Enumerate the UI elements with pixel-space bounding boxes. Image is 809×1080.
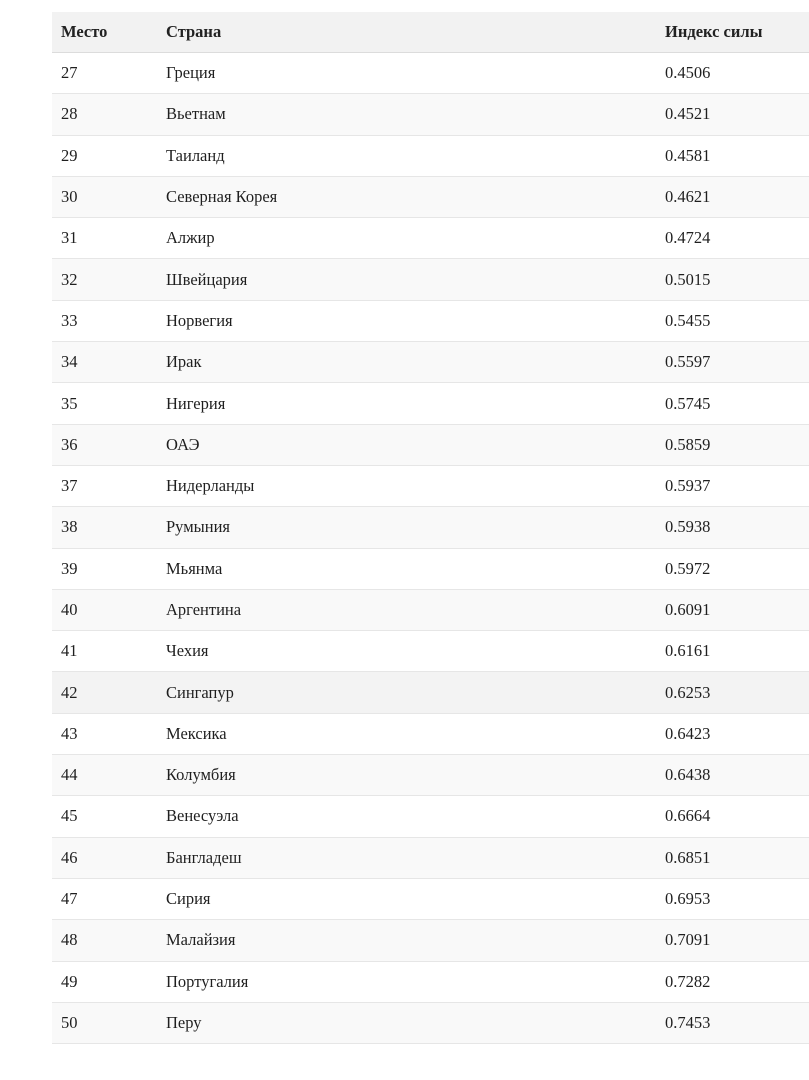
cell-index: 0.5455 xyxy=(665,310,711,330)
cell-index: 0.4581 xyxy=(665,145,711,165)
cell-country: Малайзия xyxy=(166,930,236,950)
table-row xyxy=(52,796,809,837)
table-row xyxy=(52,177,809,218)
cell-place: 47 xyxy=(61,889,78,909)
table-row xyxy=(52,714,809,755)
table-row xyxy=(52,259,809,300)
cell-index: 0.4621 xyxy=(665,187,711,207)
table-header xyxy=(52,12,809,53)
table-body xyxy=(52,53,809,1044)
column-header-country: Страна xyxy=(166,22,222,41)
cell-place: 40 xyxy=(61,600,78,619)
cell-country: Греция xyxy=(166,63,216,83)
cell-index: 0.4506 xyxy=(665,63,711,83)
cell-index: 0.6091 xyxy=(665,600,711,619)
cell-place: 36 xyxy=(61,434,78,454)
cell-place: 50 xyxy=(61,1012,78,1032)
table-row xyxy=(52,53,809,94)
cell-index: 0.5859 xyxy=(665,434,711,454)
column-header-place: Место xyxy=(61,22,108,41)
cell-place: 42 xyxy=(61,682,78,702)
table-row xyxy=(52,631,809,672)
cell-index: 0.4724 xyxy=(665,228,711,248)
cell-index: 0.6438 xyxy=(665,765,711,785)
cell-index: 0.4521 xyxy=(665,104,711,124)
cell-place: 41 xyxy=(61,641,78,661)
cell-index: 0.5015 xyxy=(665,269,711,289)
table-row xyxy=(52,466,809,507)
cell-country: Северная Корея xyxy=(166,187,278,207)
cell-country: Колумбия xyxy=(166,765,236,785)
cell-country: Сирия xyxy=(166,889,211,909)
cell-index: 0.5937 xyxy=(665,476,711,496)
cell-country: Чехия xyxy=(166,641,209,661)
cell-place: 43 xyxy=(61,723,78,743)
table-row xyxy=(52,1003,809,1044)
cell-country: Мьянма xyxy=(166,558,223,578)
cell-place: 38 xyxy=(61,517,78,537)
cell-country: Нидерланды xyxy=(166,476,255,496)
table-row xyxy=(52,879,809,920)
cell-index: 0.6161 xyxy=(665,641,711,661)
table-row xyxy=(52,218,809,259)
cell-country: Бангладеш xyxy=(166,847,242,867)
cell-country: Нигерия xyxy=(166,393,226,413)
table-row xyxy=(52,590,809,631)
cell-index: 0.6664 xyxy=(665,806,711,826)
table-row xyxy=(52,383,809,424)
cell-place: 29 xyxy=(61,145,78,165)
cell-place: 30 xyxy=(61,187,78,207)
cell-index: 0.7453 xyxy=(665,1012,711,1032)
cell-country: Сингапур xyxy=(166,682,234,702)
cell-place: 28 xyxy=(61,104,78,124)
cell-place: 46 xyxy=(61,847,78,867)
cell-country: ОАЭ xyxy=(166,434,200,454)
cell-place: 27 xyxy=(61,63,78,83)
cell-place: 37 xyxy=(61,476,78,496)
cell-country: Вьетнам xyxy=(166,104,226,124)
table-row xyxy=(52,425,809,466)
cell-index: 0.5972 xyxy=(665,558,711,578)
cell-place: 48 xyxy=(61,930,78,950)
cell-index: 0.5745 xyxy=(665,393,711,413)
cell-place: 44 xyxy=(61,765,78,785)
cell-country: Норвегия xyxy=(166,310,233,330)
cell-index: 0.7282 xyxy=(665,971,711,991)
cell-index: 0.6953 xyxy=(665,889,711,909)
table-row xyxy=(52,301,809,342)
cell-index: 0.7091 xyxy=(665,930,711,950)
cell-country: Румыния xyxy=(166,517,230,537)
table-row xyxy=(52,549,809,590)
table-row xyxy=(52,755,809,796)
table-row xyxy=(52,838,809,879)
cell-place: 45 xyxy=(61,806,78,826)
cell-country: Алжир xyxy=(166,228,215,248)
cell-country: Ирак xyxy=(166,352,202,372)
table-row xyxy=(52,962,809,1003)
cell-place: 31 xyxy=(61,228,78,248)
cell-place: 39 xyxy=(61,558,78,578)
cell-index: 0.5597 xyxy=(665,352,711,372)
cell-country: Португалия xyxy=(166,971,249,991)
table-row xyxy=(52,507,809,548)
table-row xyxy=(52,136,809,177)
cell-place: 49 xyxy=(61,971,78,991)
cell-index: 0.6423 xyxy=(665,723,711,743)
table-row xyxy=(52,920,809,961)
cell-place: 32 xyxy=(61,269,78,289)
cell-country: Таиланд xyxy=(166,145,225,165)
cell-place: 34 xyxy=(61,352,78,372)
cell-index: 0.6851 xyxy=(665,847,711,867)
table-row xyxy=(52,672,809,713)
cell-place: 35 xyxy=(61,393,78,413)
cell-country: Перу xyxy=(166,1012,202,1032)
cell-country: Мексика xyxy=(166,723,227,743)
cell-country: Швейцария xyxy=(166,269,248,289)
cell-index: 0.6253 xyxy=(665,682,711,702)
cell-country: Аргентина xyxy=(166,600,242,619)
column-header-index: Индекс силы xyxy=(665,22,763,41)
cell-country: Венесуэла xyxy=(166,806,239,826)
cell-place: 33 xyxy=(61,310,78,330)
ranking-table xyxy=(52,12,809,1044)
cell-index: 0.5938 xyxy=(665,517,711,537)
table-row xyxy=(52,342,809,383)
table-row xyxy=(52,94,809,135)
